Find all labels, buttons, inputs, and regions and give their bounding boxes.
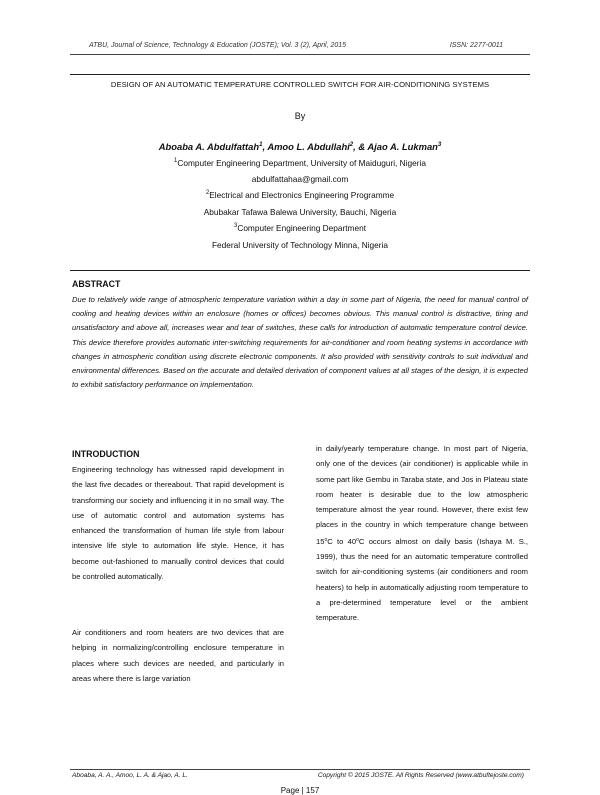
degree-mark: o	[356, 536, 359, 543]
body-text: C occurs almost on daily basis (Ishaya M. S., 1999), thus the need for an automatic temperature controlled switch for air-conditioning systems (air conditioners and room heaters) to help in automatically adjusting room temperature to a pre-determined temperature level or the ambient temperature.	[316, 536, 529, 623]
author-name: Amoo L. Abdullahi	[267, 141, 350, 152]
introduction-paragraph-2: Air conditioners and room heaters are two devices that are helping in normalizing/controlling enclosure temperature in places where such devices are needed, and particularly in areas where there is large variation	[72, 628, 284, 683]
author-list	[70, 141, 530, 152]
footer-authors: Aboaba, A. A., Amoo, L. A. & Ajao, A. L.	[72, 772, 188, 779]
body-text: in daily/yearly temperature change. In most part of Nigeria, only one of the devices (air conditioner) is applicable while in some part like Gembu in Taraba state, and Jos in Plateau state room heater is desirable due to the low atmospheric temperature almost the year round. However, there exist few places in the country in which temperature change between 15	[316, 444, 528, 546]
affiliation-mark: 2	[205, 190, 210, 196]
title-divider	[70, 74, 530, 75]
affiliation-line	[70, 207, 530, 217]
abstract-heading: ABSTRACT	[72, 279, 121, 289]
page-number: Page | 157	[280, 786, 320, 795]
author-separator: ,	[262, 141, 268, 152]
affiliation-mark: 3	[233, 223, 238, 229]
affiliation-text: Computer Engineering Department	[237, 223, 366, 233]
abstract-divider	[70, 270, 530, 271]
author-mark: 2	[349, 142, 354, 148]
affiliation-mark: 1	[174, 158, 178, 164]
author-mark: 3	[437, 142, 442, 148]
author-mark: 1	[259, 142, 263, 148]
body-text: C to 40	[327, 536, 357, 546]
affiliation-line	[70, 190, 530, 200]
by-line: By	[294, 111, 306, 121]
author-name: Ajao A. Lukman	[367, 141, 438, 152]
issn: ISSN: 2277-0011	[449, 42, 503, 49]
affiliation-text: Electrical and Electronics Engineering Programme	[209, 190, 395, 200]
affiliation-text: Federal University of Technology Minna, Nigeria	[211, 240, 388, 250]
footer-copyright: Copyright © 2015 JOSTE. All Rights Reserved (www.atbuftejoste.com)	[317, 772, 524, 779]
author-name: Aboaba A. Abdulfattah	[158, 141, 260, 152]
header-divider	[70, 54, 530, 55]
degree-mark: o	[324, 536, 328, 543]
abstract-text: Due to relatively wide range of atmospheric temperature variation within a day in some part of Nigeria, the need for manual control of cooling and heating devices within an enclosure (homes or offices) becomes obvious. This manual control is distractive, tiring and unsatisfactory and above all, increases wear and tear of switches, these calls for introduction of automatic temperature control device. This device therefore provides automatic inter-switching requirements for air-conditioner and room heating systems in accordance with changes in atmospheric condition using discrete electronic components. It also provided with sensitivity controls to suit individual and environmental differences. Based on the accurate and detailed derivation of component values at all stages of the design, it is expected to exhibit satisfactory performance on implementation.	[72, 295, 528, 390]
introduction-right-column	[316, 441, 528, 626]
affiliation-text: Computer Engineering Department, University of Maiduguri, Nigeria	[177, 158, 426, 168]
paper-title: DESIGN OF AN AUTOMATIC TEMPERATURE CONTROLLED SWITCH FOR AIR-CONDITIONING SYSTEMS	[110, 80, 490, 89]
footer-divider	[70, 769, 530, 770]
affiliation-email	[70, 174, 530, 184]
affiliation-line	[70, 223, 530, 233]
affiliation-text: Abubakar Tafawa Balewa University, Bauchi, Nigeria	[203, 207, 397, 217]
introduction-heading: INTRODUCTION	[72, 449, 140, 459]
introduction-paragraph-1: Engineering technology has witnessed rapid development in the last five decades or thereabout. That rapid development is transforming our society and influencing it in no small way. The use of automatic control and automation systems has enhanced the transformation of human life style from labour intensive life style to automation life style. Hence, it has become out-fashioned to manually control devices that could be controlled automatically.	[72, 465, 284, 582]
journal-citation: ATBU, Journal of Science, Technology & Education (JOSTE); Vol. 3 (2), April, 2015	[89, 42, 347, 49]
affiliation-line	[70, 240, 530, 250]
affiliation-text: abdulfattahaa@gmail.com	[251, 174, 349, 184]
author-separator: , &	[353, 141, 368, 152]
affiliation-line	[70, 158, 530, 168]
